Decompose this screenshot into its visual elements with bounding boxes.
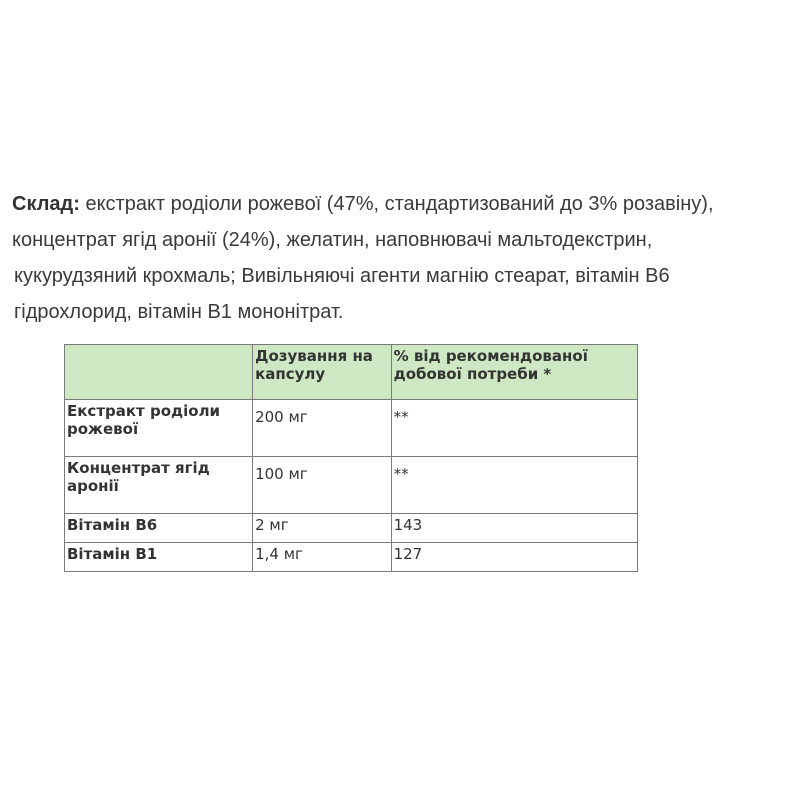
- percent-cell: 127: [391, 543, 637, 572]
- dosage-cell: 2 мг: [253, 514, 392, 543]
- table-row: [65, 514, 638, 543]
- table-row: [65, 400, 638, 457]
- ingredient-name-cell: Екстракт родіоли рожевої: [65, 400, 253, 457]
- table-row: [65, 457, 638, 514]
- table-header-row: [65, 345, 638, 400]
- composition-text: [12, 186, 792, 330]
- ingredient-name-cell: Концентрат ягід аронії: [65, 457, 253, 514]
- percent-cell: **: [391, 400, 637, 457]
- percent-cell: 143: [391, 514, 637, 543]
- ingredient-name-cell: Вітамін B1: [65, 543, 253, 572]
- header-cell-dosage: Дозування на капсулу: [253, 345, 392, 400]
- header-cell-ingredient: [65, 345, 253, 400]
- composition-label: Склад:: [12, 193, 80, 215]
- nutrition-table: [64, 344, 638, 572]
- header-cell-percent: % від рекомендованої добової потреби *: [391, 345, 637, 400]
- percent-cell: **: [391, 457, 637, 514]
- composition-line-3: кукурудзяний крохмаль; Вивільняючі агенти магнію стеарат, вітамін B6: [14, 265, 670, 287]
- ingredient-name-cell: Вітамін B6: [65, 514, 253, 543]
- dosage-cell: 100 мг: [253, 457, 392, 514]
- composition-line-1: [12, 186, 792, 222]
- table-row: [65, 543, 638, 572]
- composition-line-2: концентрат ягід аронії (24%), желатин, наповнювачі мальтодекстрин,: [12, 229, 653, 251]
- composition-line-1-text: екстракт родіоли рожевої (47%, стандартизований до 3% розавіну),: [79, 193, 714, 215]
- dosage-cell: 200 мг: [253, 400, 392, 457]
- dosage-cell: 1,4 мг: [253, 543, 392, 572]
- composition-line-4: гідрохлорид, вітамін B1 мононітрат.: [14, 301, 344, 323]
